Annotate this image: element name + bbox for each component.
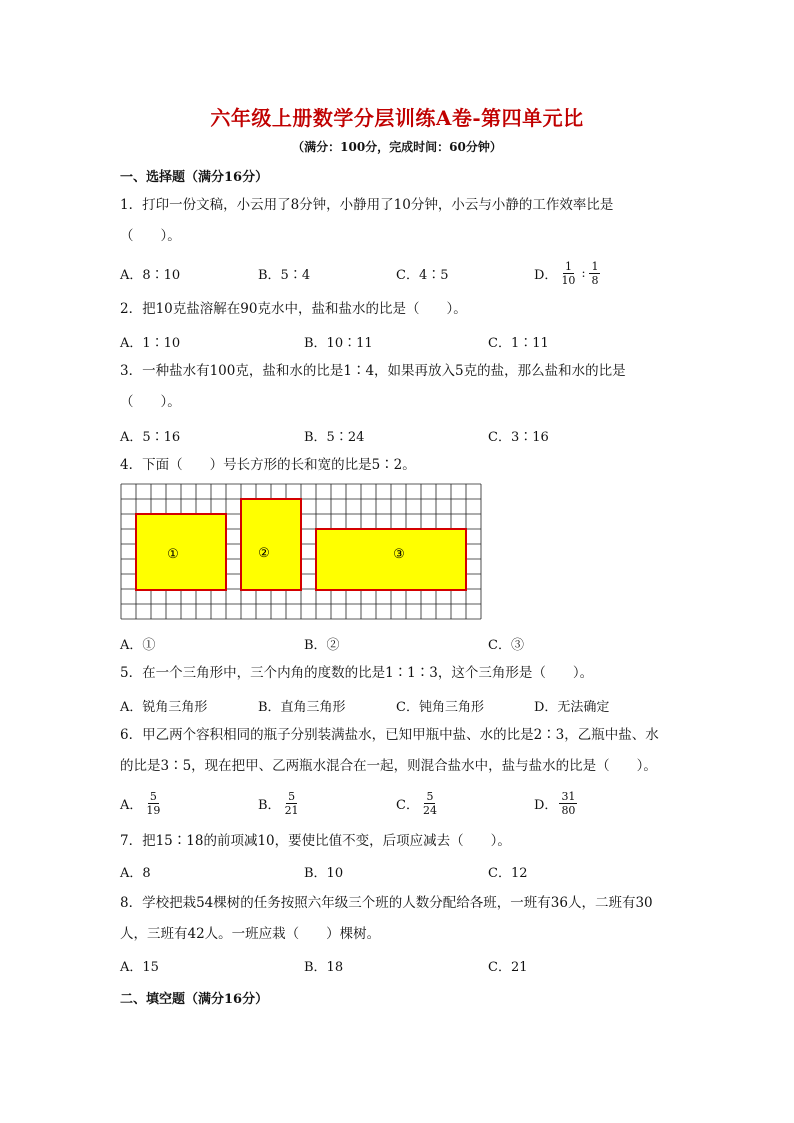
question-4	[120, 450, 680, 481]
question-3-line-1: 3．一种盐水有100克，盐和水的比是1∶4，如果再放入5克的盐，那么盐和水的比是	[120, 363, 626, 379]
option-b[interactable]	[258, 788, 303, 818]
question-8	[120, 888, 680, 950]
option-c[interactable]: C．1∶11	[488, 335, 549, 351]
question-5-line-1: 5．在一个三角形中，三个内角的度数的比是1∶1∶3，这个三角形是（ ）。	[120, 665, 594, 681]
question-6-options	[120, 788, 680, 818]
option-b[interactable]: B．10∶11	[304, 335, 373, 351]
rectangle-3	[316, 529, 466, 590]
question-5	[120, 658, 680, 689]
question-2-options	[120, 326, 680, 356]
fraction-denominator: 8	[591, 273, 599, 287]
ratio-colon: :	[581, 266, 586, 280]
option-prefix: D．	[534, 797, 558, 813]
option-b[interactable]: B．5∶4	[258, 267, 311, 283]
question-3-line-2: （ ）。	[120, 394, 181, 410]
fraction-numerator: 5	[149, 789, 157, 803]
question-6	[120, 720, 680, 782]
option-a[interactable]: A．8	[120, 865, 151, 881]
fraction	[283, 790, 301, 817]
option-b[interactable]: B．直角三角形	[258, 699, 346, 715]
section-heading-fill-blank: 二、填空题（满分16分）	[120, 992, 269, 1007]
question-6-line-1: 6．甲乙两个容积相同的瓶子分别装满盐水，已知甲瓶中盐、水的比是2∶3，乙瓶中盐、水	[120, 727, 659, 743]
question-4-options	[120, 628, 680, 658]
option-d-prefix: D．	[534, 267, 558, 283]
fraction	[559, 260, 577, 287]
fraction-denominator: 19	[146, 803, 161, 817]
question-7-line-1: 7．把15∶18的前项减10，要使比值不变，后项应减去（ ）。	[120, 833, 511, 849]
rectangle-grid-figure	[120, 483, 482, 623]
fraction-denominator: 10	[561, 273, 576, 287]
fraction-numerator: 5	[288, 789, 296, 803]
page-title: 六年级上册数学分层训练A卷-第四单元比	[210, 106, 584, 130]
question-3-options	[120, 420, 680, 450]
option-b[interactable]: B．5∶24	[304, 429, 365, 445]
question-8-line-2: 人，三班有42人。一班应栽（ ）棵树。	[120, 926, 381, 942]
option-a[interactable]: A．①	[120, 637, 156, 653]
question-2	[120, 294, 680, 325]
question-5-options	[120, 690, 680, 720]
option-a[interactable]: A．8∶10	[120, 267, 181, 283]
question-8-line-1: 8．学校把栽54棵树的任务按照六年级三个班的人数分配给各班，一班有36人，二班有30	[120, 895, 653, 911]
page-subtitle: （满分：100分，完成时间：60分钟）	[292, 140, 502, 154]
question-1-line-1: 1．打印一份文稿，小云用了8分钟，小静用了10分钟，小云与小静的工作效率比是	[120, 197, 614, 213]
fraction	[589, 260, 600, 287]
fraction	[421, 790, 439, 817]
option-d[interactable]: D．无法确定	[534, 699, 610, 715]
question-7	[120, 826, 680, 857]
option-c[interactable]: C．4∶5	[396, 267, 449, 283]
fraction-denominator: 80	[561, 803, 576, 817]
option-c[interactable]: C．③	[488, 637, 524, 653]
option-b[interactable]: B．10	[304, 865, 344, 881]
question-2-line-1: 2．把10克盐溶解在90克水中，盐和盐水的比是（ ）。	[120, 301, 467, 317]
option-b[interactable]: B．18	[304, 959, 344, 975]
fraction-numerator: 1	[591, 259, 599, 273]
grid-figure-svg	[120, 483, 482, 623]
rectangle-1	[136, 514, 226, 590]
rectangle-2	[241, 499, 301, 590]
option-a[interactable]: A．5∶16	[120, 429, 181, 445]
option-c[interactable]: C．钝角三角形	[396, 699, 484, 715]
option-b[interactable]: B．②	[304, 637, 340, 653]
option-a[interactable]	[120, 788, 164, 818]
question-4-line-1: 4．下面（ ）号长方形的长和宽的比是5∶2。	[120, 457, 416, 473]
fraction-numerator: 5	[426, 789, 434, 803]
option-prefix: A．	[120, 797, 143, 813]
option-prefix: C．	[396, 797, 419, 813]
fraction-denominator: 21	[284, 803, 299, 817]
fraction-numerator: 1	[564, 259, 572, 273]
option-a[interactable]: A．15	[120, 959, 159, 975]
option-c[interactable]: C．12	[488, 865, 528, 881]
option-d[interactable]	[534, 258, 602, 288]
option-a[interactable]: A．1∶10	[120, 335, 181, 351]
option-a[interactable]: A．锐角三角形	[120, 699, 208, 715]
option-c[interactable]: C．3∶16	[488, 429, 549, 445]
option-d[interactable]	[534, 788, 579, 818]
rectangle-3-label: ③	[393, 547, 405, 562]
section-heading-choice: 一、选择题（满分16分）	[120, 170, 269, 185]
question-1-options	[120, 258, 680, 288]
question-7-options	[120, 856, 680, 886]
option-prefix: B．	[258, 797, 281, 813]
fraction	[144, 790, 162, 817]
fraction	[559, 790, 577, 817]
rectangle-2-label: ②	[258, 546, 270, 561]
fraction-numerator: 31	[561, 789, 576, 803]
question-1	[120, 190, 680, 252]
question-1-line-2: （ ）。	[120, 228, 181, 244]
fraction-denominator: 24	[422, 803, 437, 817]
question-6-line-2: 的比是3∶5，现在把甲、乙两瓶水混合在一起，则混合盐水中，盐与盐水的比是（ ）。	[120, 758, 657, 774]
rectangle-1-label: ①	[167, 547, 179, 562]
question-8-options	[120, 950, 680, 980]
question-3	[120, 356, 680, 418]
option-c[interactable]: C．21	[488, 959, 528, 975]
option-c[interactable]	[396, 788, 441, 818]
